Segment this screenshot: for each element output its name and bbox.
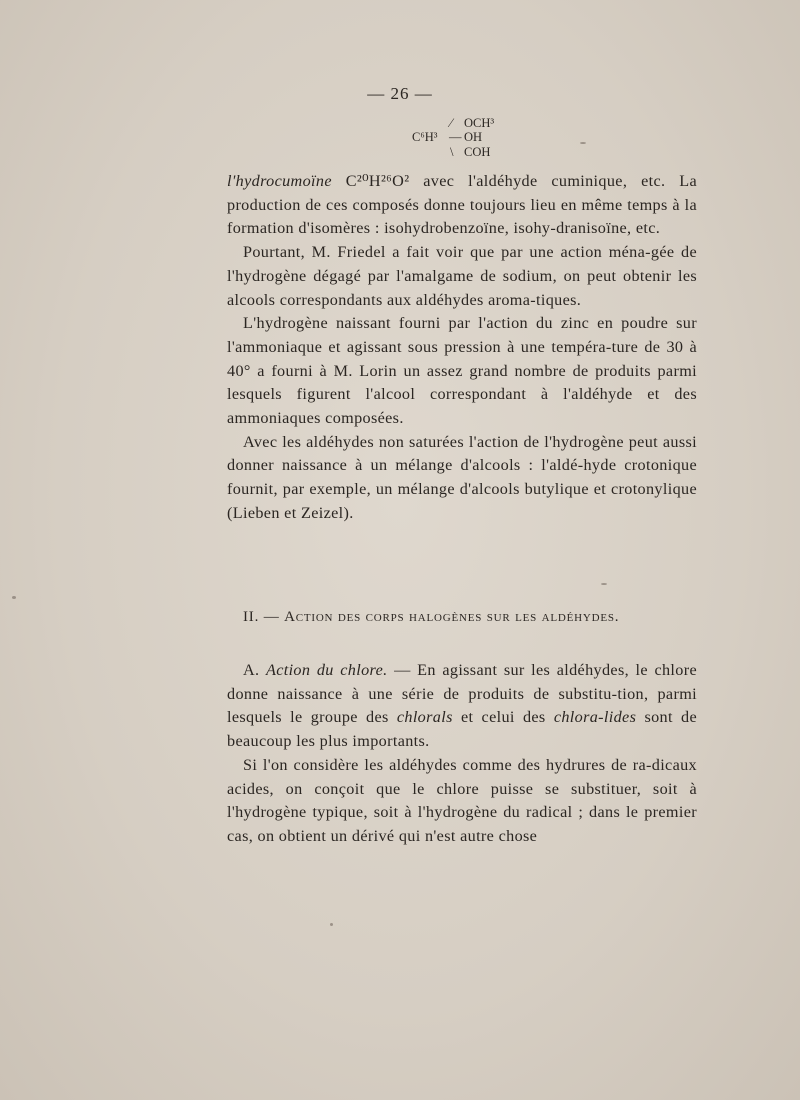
section-title: Action des corps halogènes sur les aldéhydes. xyxy=(284,609,620,625)
page-number: — 26 — xyxy=(367,84,433,103)
formula-branch-bottom-symbol: \ xyxy=(450,145,454,159)
paragraph-text: production de ces composés donne toujours lieu en même temps à la formation d'isomères : isohydrobenzoïne, isohy-dranisoïne, etc. xyxy=(227,195,697,238)
paragraph-hydrides: Si l'on considère les aldéhydes comme des hydrures de ra-dicaux acides, on conçoit que le chlore puisse se substituer, soit à l'hydrogène typique, soit à l'hydrogène du radical ; dans le premier cas, on obtient un dérivé qui n'est autre chose xyxy=(227,755,697,845)
italic-term: chlora-lides xyxy=(553,708,637,727)
section-heading xyxy=(243,609,619,626)
paragraph-friedel: Pourtant, M. Friedel a fait voir que par une action ména-gée de l'hydrogène dégagé par l'amalgame de sodium, on peut obtenir les alcools correspondants aux aldéhydes aroma-tiques. xyxy=(227,243,697,309)
paper-speck xyxy=(601,583,607,585)
paragraph-chlorine xyxy=(227,659,697,754)
text-block-bottom xyxy=(227,659,697,849)
subsection-label: A. xyxy=(243,661,260,679)
formula-dash: — xyxy=(449,130,462,144)
paragraph-text: avec l'aldéhyde cuminique, etc. La xyxy=(423,172,697,190)
paragraph-text: — En agissant sur les aldéhydes, le chlore donne naissance à une série de produits de substitu-tion, parmi lesquels le groupe des xyxy=(227,661,697,727)
paper-speck xyxy=(580,142,586,144)
chemical-formula xyxy=(412,116,542,164)
formula-branch-mid: OH xyxy=(464,130,483,144)
formula-branch-top: OCH³ xyxy=(464,116,495,130)
formula-branch-bottom: COH xyxy=(464,145,491,159)
section-number: II. — xyxy=(243,609,280,625)
subsection-title: Action du chlore. xyxy=(265,661,388,679)
paragraph-text: sont de beaucoup les plus importants. xyxy=(227,708,698,751)
paragraph-text: et celui des xyxy=(460,708,546,727)
paragraph-crotonic: Avec les aldéhydes non saturées l'action de l'hydrogène peut aussi donner naissance à un mélange d'alcools : l'aldé-hyde crotonique fournit, par exemple, un mélange d'alcools butylique et crotonylique (Lieben et Zeizel). xyxy=(227,432,697,522)
paragraph-lorin: L'hydrogène naissant fourni par l'action du zinc en poudre sur l'ammoniaque et agissant sous pression à une tempéra-ture de 30 à 40° a fourni à M. Lorin un assez grand nombre de produits parmi lesquels figurent l'alcool correspondant à l'aldéhyde et des ammoniaques composées. xyxy=(227,314,697,428)
paragraph-continuation xyxy=(227,170,697,241)
text-block-top xyxy=(227,170,697,526)
italic-term: l'hydrocumoïne xyxy=(227,172,332,190)
paper-speck xyxy=(330,923,333,926)
formula-branch-top-symbol: ⁄ xyxy=(450,116,453,130)
formula-stem: C⁶H³ xyxy=(412,130,438,144)
molecular-formula: C²⁰H²⁶O² xyxy=(345,172,410,190)
italic-term: chlorals xyxy=(396,708,453,727)
paper-speck xyxy=(12,596,16,599)
